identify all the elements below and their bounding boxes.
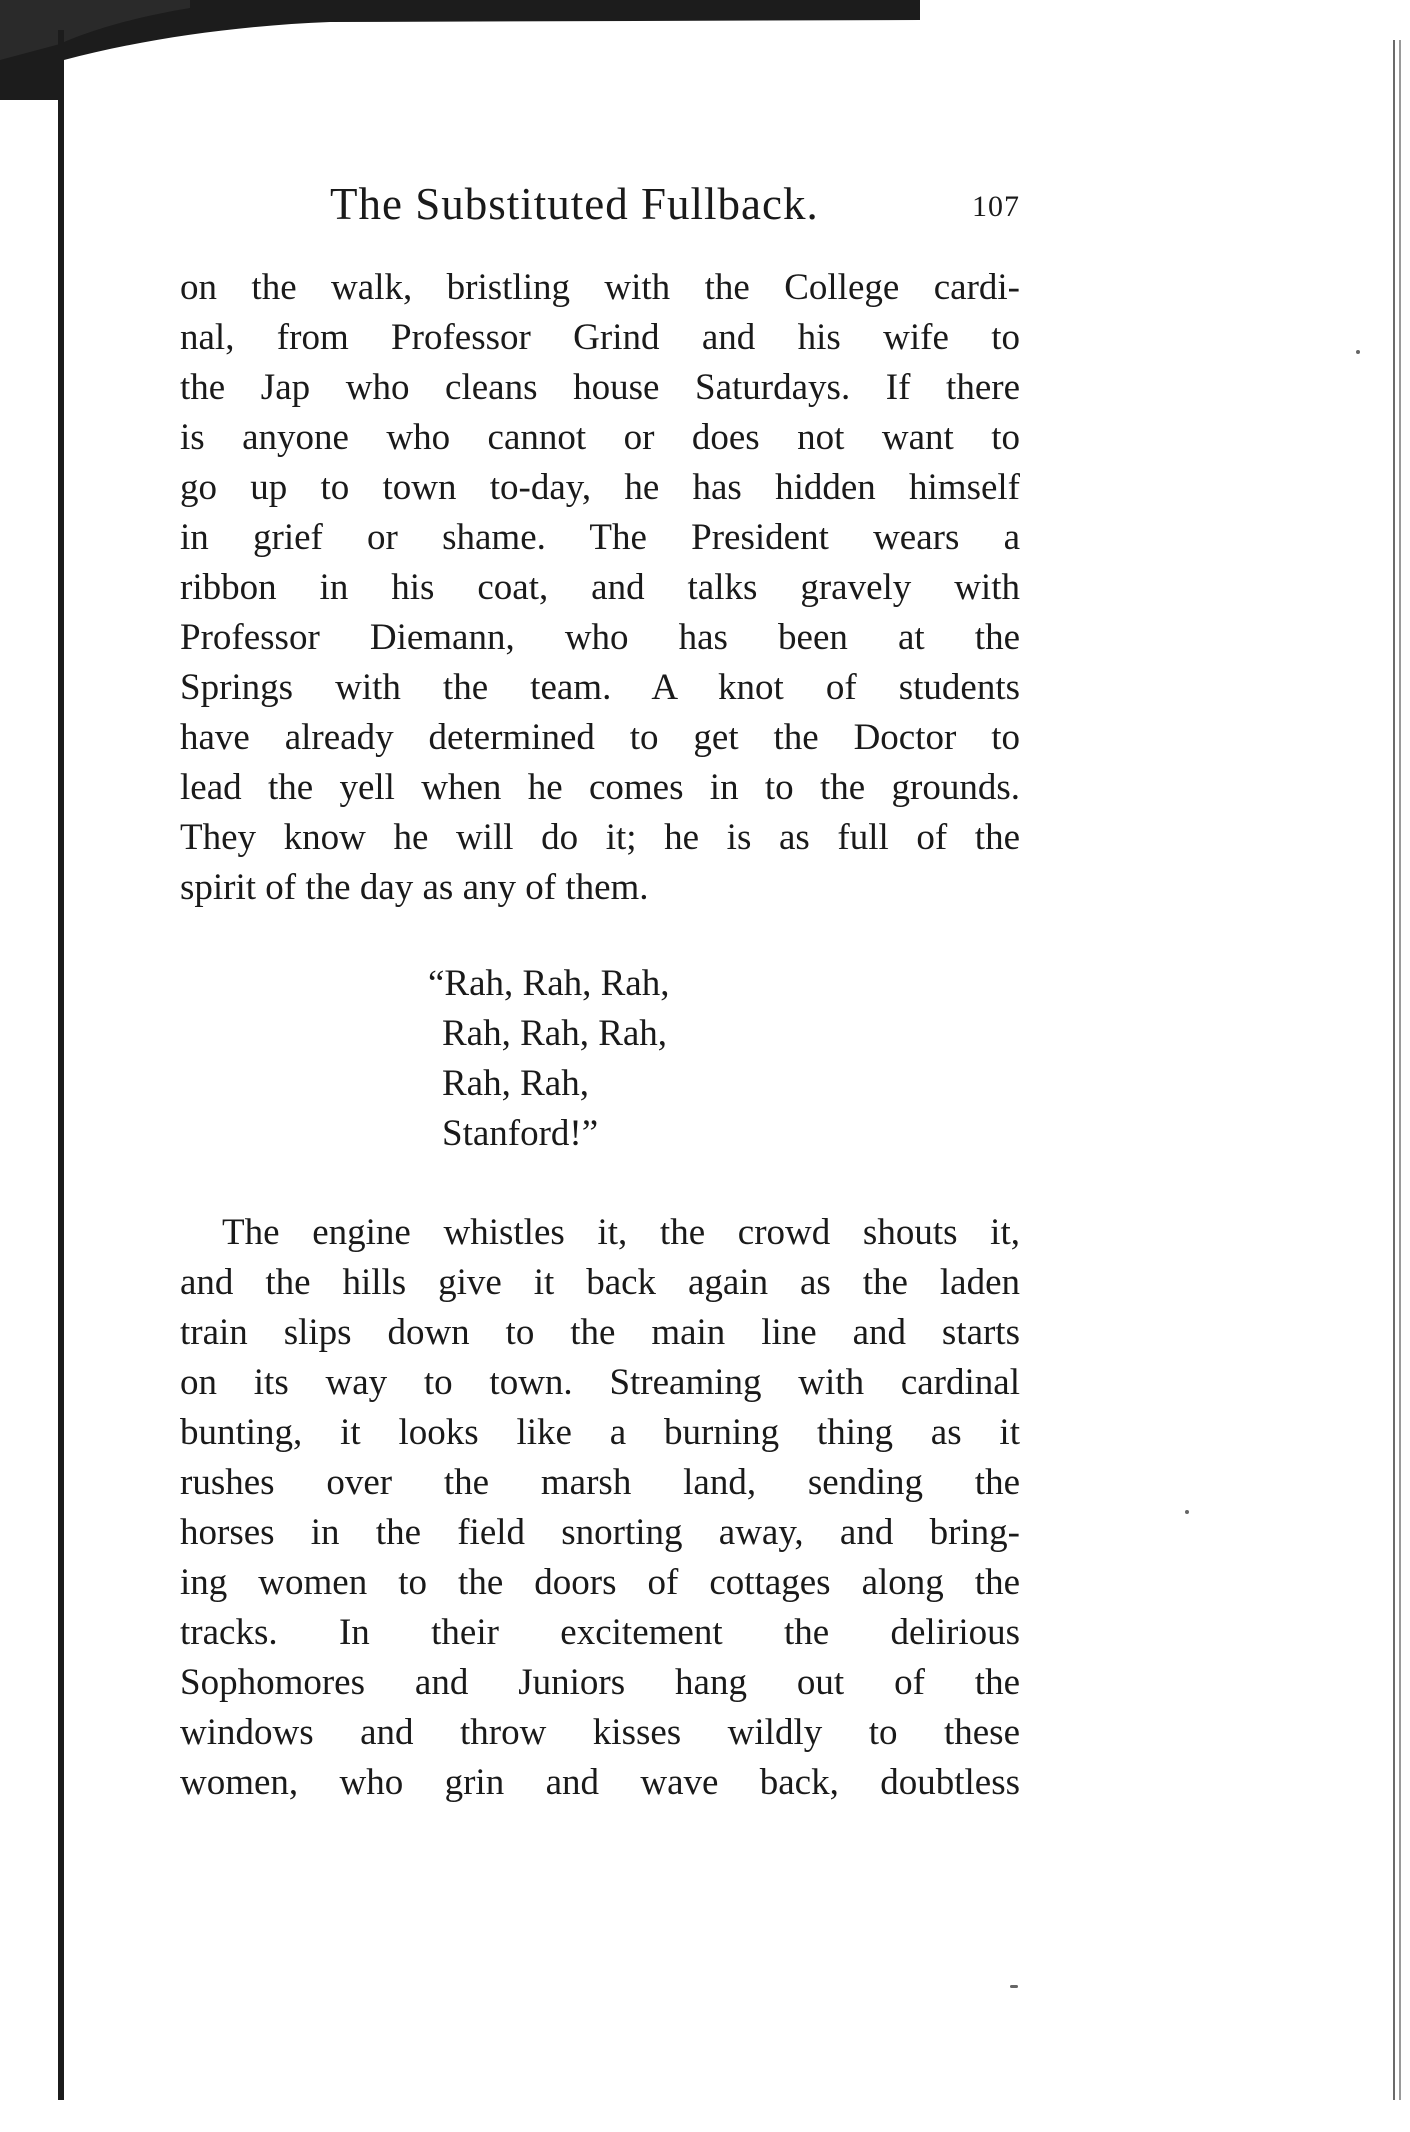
page-edge-line (1393, 40, 1395, 2100)
text-line: in grief or shame. The President wears a (180, 517, 1020, 558)
text-line: ribbon in his coat, and talks gravely with (180, 567, 1020, 608)
running-title: The Substituted Fullback. (330, 179, 819, 229)
text-line: have already determined to get the Doctor to (180, 717, 1020, 758)
text-line: rushes over the marsh land, sending the (180, 1462, 1020, 1503)
paragraph-2 (180, 1208, 1020, 1808)
cheer-verse (428, 959, 669, 1159)
page-binding-edge (58, 30, 64, 2100)
verse-line: Rah, Rah, (442, 1063, 589, 1104)
text-line: They know he will do it; he is as full of the (180, 817, 1020, 858)
text-line: is anyone who cannot or does not want to (180, 417, 1020, 458)
text-line: Springs with the team. A knot of students (180, 667, 1020, 708)
verse-line: Rah, Rah, Rah, (442, 1013, 668, 1054)
scan-speck (1010, 1985, 1018, 1988)
text-line: the Jap who cleans house Saturdays. If there (180, 367, 1020, 408)
text-line: windows and throw kisses wildly to these (180, 1712, 1020, 1753)
text-line: ing women to the doors of cottages along the (180, 1562, 1020, 1603)
text-line: nal, from Professor Grind and his wife to (180, 317, 1020, 358)
text-line: The engine whistles it, the crowd shouts it, (222, 1212, 1020, 1253)
scan-shadow-corner (0, 0, 920, 100)
text-line: on the walk, bristling with the College cardi- (180, 267, 1020, 308)
paragraph-1 (180, 263, 1020, 913)
text-line: horses in the field snorting away, and bring- (180, 1512, 1020, 1553)
scan-speck (1356, 350, 1360, 354)
text-line: spirit of the day as any of them. (180, 867, 649, 908)
text-line: tracks. In their excitement the delirious (180, 1612, 1020, 1653)
text-line: Sophomores and Juniors hang out of the (180, 1662, 1020, 1703)
text-line: women, who grin and wave back, doubtless (180, 1762, 1020, 1803)
page-number: 107 (972, 190, 1020, 223)
verse-line: Stanford!” (442, 1113, 599, 1154)
text-line: bunting, it looks like a burning thing as it (180, 1412, 1020, 1453)
running-head (180, 178, 1020, 238)
text-line: and the hills give it back again as the laden (180, 1262, 1020, 1303)
scan-speck (1185, 1510, 1189, 1514)
page-edge-line-outer (1399, 40, 1401, 2100)
verse-line: “Rah, Rah, Rah, (428, 963, 670, 1004)
text-line: on its way to town. Streaming with cardinal (180, 1362, 1020, 1403)
text-line: Professor Diemann, who has been at the (180, 617, 1020, 658)
text-line: train slips down to the main line and starts (180, 1312, 1020, 1353)
text-line: lead the yell when he comes in to the grounds. (180, 767, 1020, 808)
text-line: go up to town to-day, he has hidden himself (180, 467, 1020, 508)
